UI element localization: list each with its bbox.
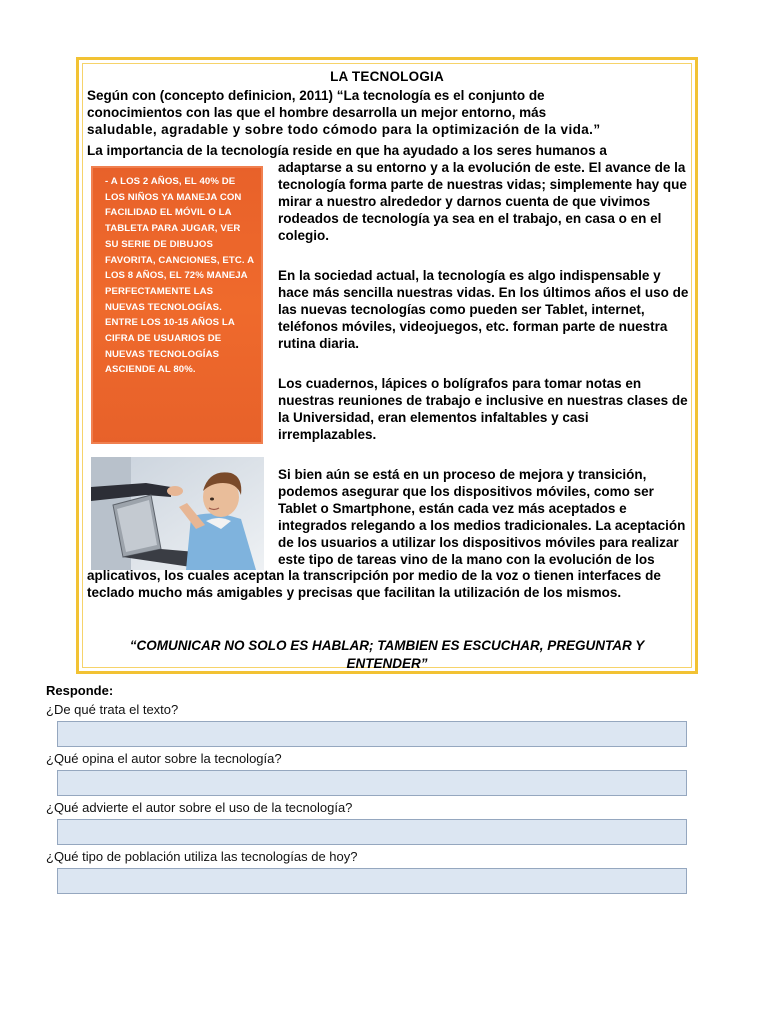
motto-line-1: “COMUNICAR NO SOLO ES HABLAR; TAMBIEN ES ESCUCHAR, PREGUNTAR Y bbox=[129, 638, 645, 653]
answer-1-field[interactable] bbox=[57, 721, 687, 747]
article-intro bbox=[87, 87, 687, 138]
answer-3-field[interactable] bbox=[57, 819, 687, 845]
article-frame bbox=[76, 57, 698, 674]
intro-line-3: saludable, agradable y sobre todo cómodo para la optimización de la vida.” bbox=[87, 122, 601, 137]
article-title: LA TECNOLOGIA bbox=[330, 69, 444, 84]
paragraph-mobile-devices-continued: aplicativos, los cuales aceptan la transcripción por medio de la voz o tienen interfaces de teclado mucho más amigables y precisas que facilitan la utilización de los mismos. bbox=[87, 568, 661, 600]
question-4-label: ¿Qué tipo de población utiliza las tecnologías de hoy? bbox=[46, 849, 358, 864]
answer-2-field[interactable] bbox=[57, 770, 687, 796]
paragraph-mobile-devices: Si bien aún se está en un proceso de mejora y transición, podemos asegurar que los dispositivos móviles, como ser Tablet o Smartphone, están cada vez más aceptados e integrados relegando a los medios tradicionales. La aceptación de los usuarios a utilizar los dispositivos móviles para realizar este tipo de tareas vino de la mano con la evolución de los bbox=[278, 467, 686, 567]
question-3-label: ¿Qué advierte el autor sobre el uso de la tecnología? bbox=[46, 800, 353, 815]
question-1-label: ¿De qué trata el texto? bbox=[46, 702, 179, 717]
statistics-sidebar-text: - A LOS 2 AÑOS, EL 40% DE LOS NIÑOS YA MANEJA CON FACILIDAD EL MÓVIL O LA TABLETA PARA JUGAR, VER SU SERIE DE DIBUJOS FAVORITA, CANCIONES, ETC. A LOS 8 AÑOS, EL 72% MANEJA PERFECTAMENTE LAS NUEVAS TECNOLOGÍAS. ENTRE LOS 10-15 AÑOS LA CIFRA DE USUARIOS DE NUEVAS TECNOLOGÍAS ASCIENDE AL 80%. bbox=[105, 176, 254, 376]
paragraph-modern-society: En la sociedad actual, la tecnología es algo indispensable y hace más sencilla nuestras vidas. En los últimos años el uso de las nuevas tecnologías como pueden ser Tablet, internet, teléfonos móviles, videojuegos, etc. forman parte de nuestra rutina diaria. bbox=[278, 268, 689, 351]
worksheet-heading: Responde: bbox=[46, 683, 114, 698]
answer-4-field[interactable] bbox=[57, 868, 687, 894]
child-laptop-illustration bbox=[91, 457, 264, 570]
statistics-sidebar bbox=[91, 166, 263, 444]
motto bbox=[79, 637, 695, 673]
question-2-label: ¿Qué opina el autor sobre la tecnología? bbox=[46, 751, 282, 766]
paragraph-notebooks: Los cuadernos, lápices o bolígrafos para tomar notas en nuestras reuniones de trabajo e inclusive en nuestras clases de la Universidad, eran elementos infaltables y casi irremplazables. bbox=[278, 376, 688, 442]
child-laptop-photo bbox=[91, 457, 264, 570]
paragraph-importance: adaptarse a su entorno y a la evolución de este. El avance de la tecnología forma parte de nuestras vidas; simplemente hay que mirar a nuestro alrededor y darnos cuenta de que vivimos rodeados de tecnología ya sea en el trabajo, en casa o en el colegio. bbox=[278, 160, 687, 243]
intro-line-2: conocimientos con las que el hombre desarrolla un mejor entorno, más bbox=[87, 105, 547, 120]
motto-line-2: ENTENDER” bbox=[346, 656, 428, 671]
paragraph-importance-lead: La importancia de la tecnología reside en que ha ayudado a los seres humanos a bbox=[87, 143, 607, 158]
intro-line-1: Según con (concepto definicion, 2011) “La tecnología es el conjunto de bbox=[87, 88, 545, 103]
